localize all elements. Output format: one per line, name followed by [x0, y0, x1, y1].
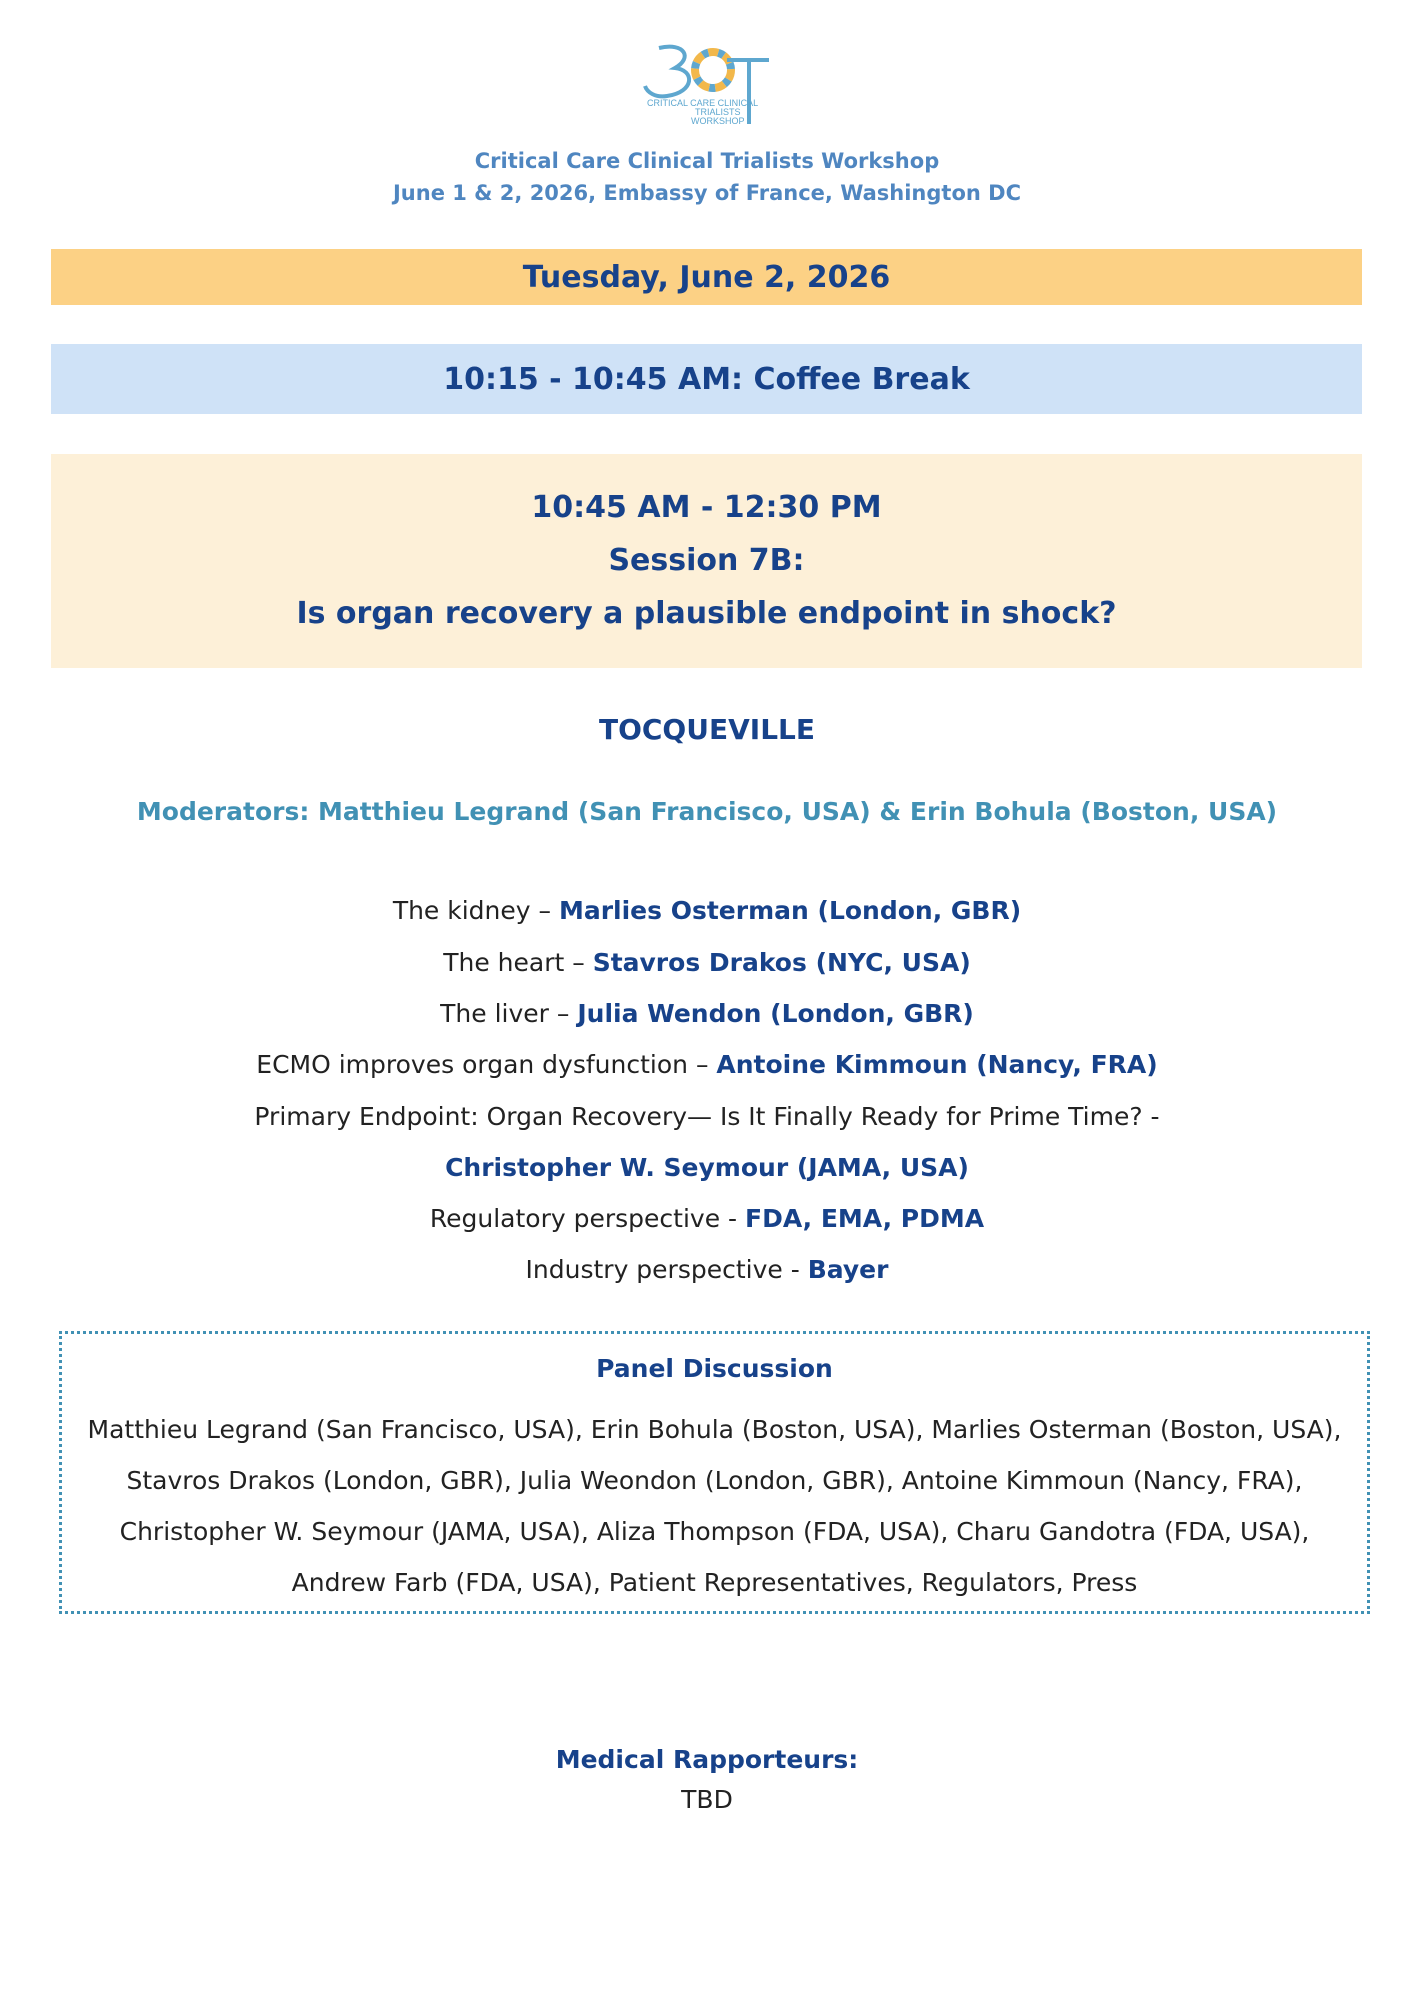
logo-text-1: CRITICAL CARE CLINICAL [647, 98, 759, 108]
talk-topic: ECMO improves organ dysfunction – [256, 1050, 717, 1079]
talk-item [0, 999, 1414, 1028]
talk-speaker: Stavros Drakos (NYC, USA) [592, 948, 971, 977]
logo-text-3: WORKSHOP [691, 116, 745, 126]
talk-topic: Primary Endpoint: Organ Recovery— Is It Finally Ready for Prime Time? - [254, 1102, 1160, 1131]
coffee-break-banner: 10:15 - 10:45 AM: Coffee Break [51, 344, 1362, 414]
session-name: Session 7B: [608, 543, 805, 578]
panel-discussion-box [59, 1331, 1370, 1614]
rapporteurs-title: Medical Rapporteurs: [555, 1745, 859, 1774]
room-name: TOCQUEVILLE [598, 713, 815, 746]
talk-speaker: Bayer [807, 1255, 889, 1284]
talk-topic: Industry perspective - [525, 1255, 808, 1284]
moderators: Moderators: Matthieu Legrand (San Francisco, USA) & Erin Bohula (Boston, USA) [136, 797, 1278, 826]
session-time: 10:45 AM - 12:30 PM [531, 490, 882, 525]
session-title: Is organ recovery a plausible endpoint in shock? [296, 596, 1117, 631]
talk-item [0, 1153, 1414, 1182]
talk-item [0, 1050, 1414, 1079]
workshop-title: Critical Care Clinical Trialists Workshop [474, 149, 940, 173]
day-banner: Tuesday, June 2, 2026 [51, 249, 1362, 305]
panel-members: Matthieu Legrand (San Francisco, USA), Erin Bohula (Boston, USA), Marlies Osterman (Boston, USA), Stavros Drakos (London, GBR), Julia Weondon (London, GBR), Antoine Kimmoun (Nancy, FRA), Christopher W. Seymour (JAMA, USA), Aliza Thompson (FDA, USA), Charu Gandotra (FDA, USA), Andrew Farb (FDA, USA), Patient Representatives, Regulators, Press [87, 1415, 1342, 1597]
workshop-logo [0, 40, 1414, 136]
talk-topic: Regulatory perspective - [429, 1204, 745, 1233]
talk-topic: The heart – [443, 948, 593, 977]
talk-item [0, 1102, 1414, 1131]
talk-speaker: FDA, EMA, PDMA [745, 1204, 985, 1233]
talk-item [0, 948, 1414, 977]
talk-topic: The kidney – [392, 896, 559, 925]
talk-item [0, 896, 1414, 925]
talk-speaker: Christopher W. Seymour (JAMA, USA) [445, 1153, 969, 1182]
logo-text-2: TRIALISTS [695, 107, 741, 117]
panel-title: Panel Discussion [596, 1354, 833, 1383]
talk-speaker: Julia Wendon (London, GBR) [577, 999, 974, 1028]
workshop-subtitle: June 1 & 2, 2026, Embassy of France, Washington DC [392, 181, 1021, 205]
talk-topic: The liver – [440, 999, 578, 1028]
session-block [51, 454, 1362, 668]
talk-item [0, 1204, 1414, 1233]
talk-speaker: Antoine Kimmoun (Nancy, FRA) [716, 1050, 1158, 1079]
logo-graphic [637, 40, 777, 136]
rapporteurs-value: TBD [681, 1785, 733, 1814]
talk-speaker: Marlies Osterman (London, GBR) [558, 896, 1022, 925]
talk-item [0, 1255, 1414, 1284]
